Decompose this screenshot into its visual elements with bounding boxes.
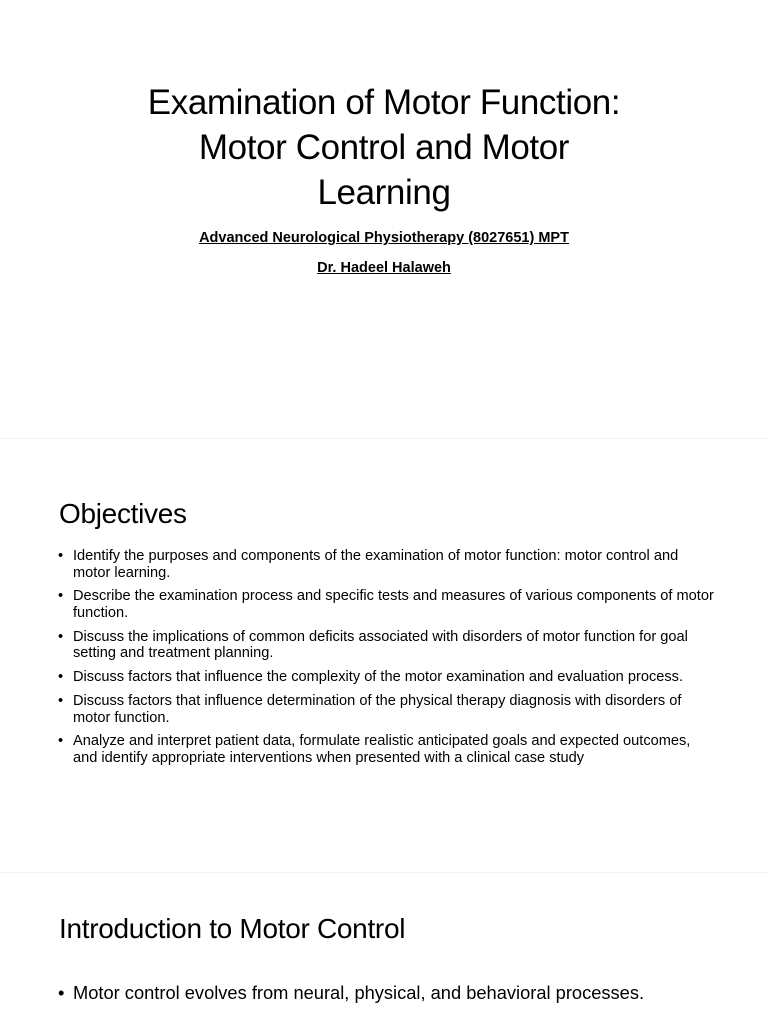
slide-divider <box>0 438 768 439</box>
bullet-mark: • <box>58 693 64 710</box>
list-item <box>58 588 718 621</box>
list-item-text: Analyze and interpret patient data, formulate realistic anticipated goals and expected outcomes, and identify appropriate interventions when presented with a clinical case study <box>73 733 691 766</box>
intro-list <box>58 982 708 1003</box>
bullet-mark: • <box>58 733 64 750</box>
bullet-mark: • <box>58 982 65 1003</box>
list-item <box>58 548 718 581</box>
intro-heading: Introduction to Motor Control <box>59 913 406 944</box>
list-item-text: Discuss the implications of common deficits associated with disorders of motor function for goal setting and treatment planning. <box>73 628 688 662</box>
slide-title <box>60 80 708 215</box>
list-item-text: Describe the examination process and specific tests and measures of various components of motor function. <box>73 588 714 621</box>
list-item-text: Discuss factors that influence determination of the physical therapy diagnosis with disorders of motor function. <box>73 693 682 726</box>
bullet-mark: • <box>58 628 64 645</box>
list-item <box>58 629 718 662</box>
title-line: Motor Control and Motor <box>198 128 570 167</box>
title-line: Examination of Motor Function: <box>147 83 621 122</box>
course-subtitle: Advanced Neurological Physiotherapy (8027651) MPT <box>199 230 569 246</box>
bullet-mark: • <box>58 669 64 686</box>
bullet-mark: • <box>58 548 64 564</box>
list-item <box>58 693 718 726</box>
list-item-text: Identify the purposes and components of the examination of motor function: motor control and motor learning. <box>73 548 679 581</box>
list-item <box>58 669 718 686</box>
list-item-text: Motor control evolves from neural, physical, and behavioral processes. <box>73 982 645 1003</box>
title-line: Learning <box>317 173 451 212</box>
bullet-mark: • <box>58 588 64 605</box>
title-slide <box>0 0 768 430</box>
intro-slide <box>0 880 768 1024</box>
objectives-heading: Objectives <box>59 498 187 529</box>
slide-divider <box>0 872 768 873</box>
list-item-text: Discuss factors that influence the complexity of the motor examination and evaluation process. <box>73 669 684 686</box>
objectives-list <box>58 548 718 774</box>
objectives-slide <box>0 448 768 868</box>
list-item <box>58 982 708 1003</box>
list-item <box>58 733 718 766</box>
author-subtitle: Dr. Hadeel Halaweh <box>317 260 451 276</box>
